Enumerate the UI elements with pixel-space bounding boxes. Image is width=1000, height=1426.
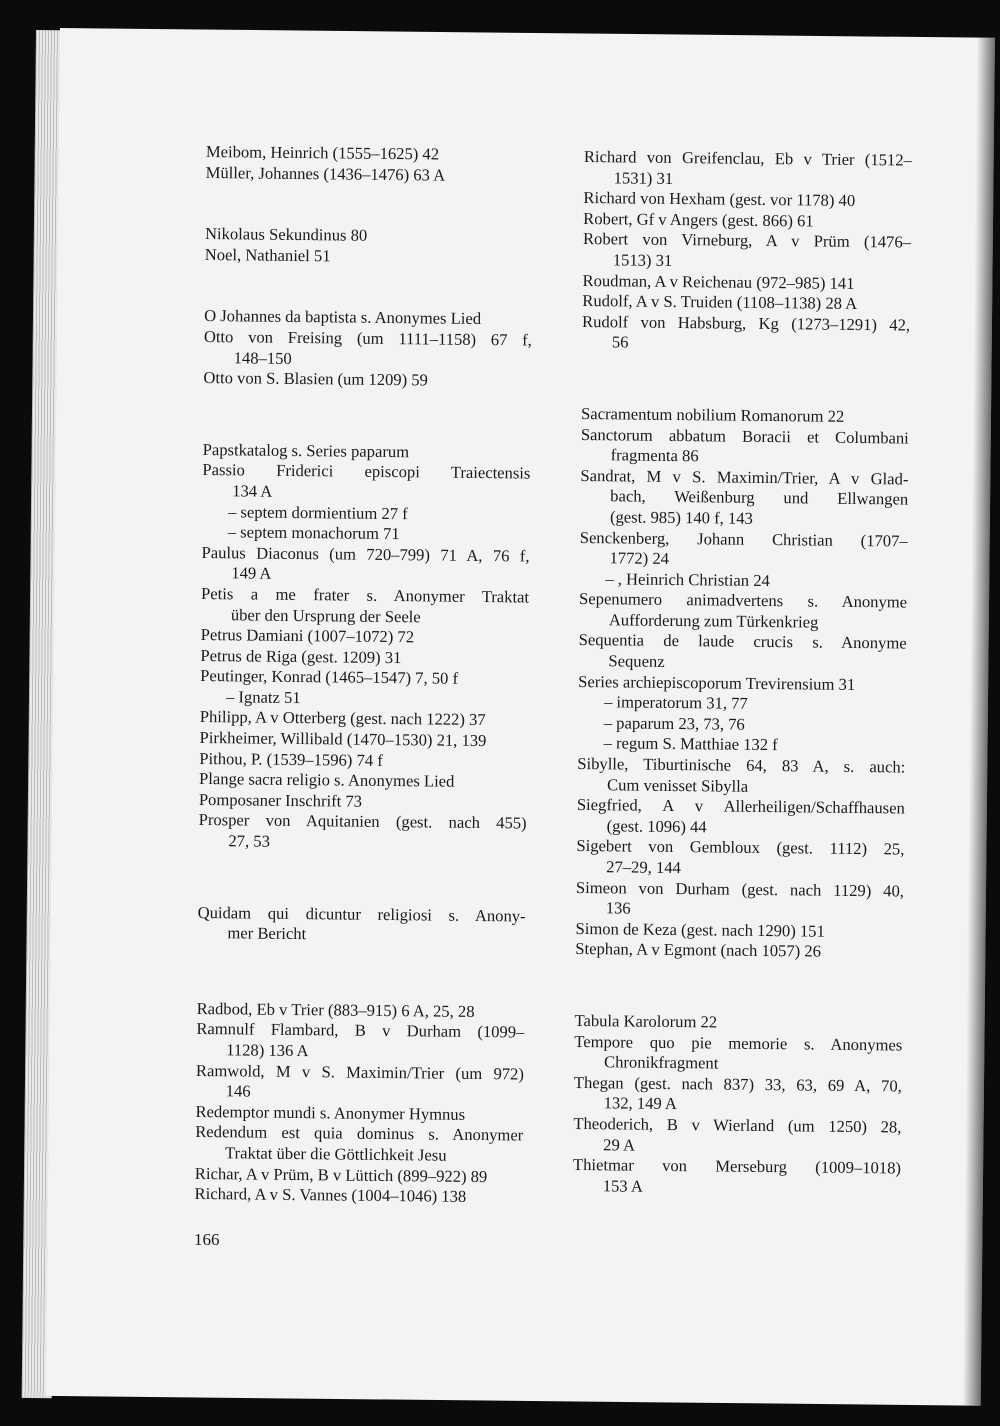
entry-line: Petrus Damiani (1007–1072) 72 [200, 625, 415, 647]
index-entry [196, 1061, 524, 1106]
index-entry [198, 810, 526, 855]
entry-continuation-line: 149 A [231, 563, 272, 584]
entry-line: Petis a me frater s. Anonymer Traktat [201, 583, 530, 607]
entry-continuation-line: 1531) 31 [613, 167, 674, 188]
index-entry [203, 368, 531, 392]
entry-line: Passio Friderici episcopi Traiectensis [202, 460, 531, 483]
entry-line: Papstkatalog s. Series paparum [202, 439, 410, 461]
entry-line: Sepenumero animadvertens s. Anonyme [579, 589, 908, 612]
entry-continuation-line: 148–150 [233, 347, 292, 368]
index-entry [580, 466, 909, 531]
entry-line: Simon de Keza (gest. nach 1290) 151 [575, 918, 825, 941]
entry-continuation-line: Sequenz [608, 651, 665, 671]
entry-line: – imperatorum 31, 77 [603, 692, 748, 714]
index-column-right [573, 147, 912, 1200]
entry-line: Otto von S. Blasien (um 1209) 59 [203, 368, 429, 390]
entry-line: Richard, A v S. Vannes (1004–1046) 138 [194, 1184, 467, 1207]
index-entry [577, 795, 905, 840]
index-letter-group [573, 1011, 903, 1200]
entry-line: Meibom, Heinrich (1555–1625) 42 [205, 142, 440, 164]
entry-continuation-line: Traktat über die Göttlichkeit Jesu [224, 1143, 447, 1165]
entry-line: Sandrat, M v S. Maximin/Trier, A v Glad- [580, 465, 909, 489]
entry-continuation-line: über den Ursprung der Seele [230, 604, 421, 626]
index-entry [204, 327, 532, 372]
entry-continuation-line: 132, 149 A [603, 1093, 678, 1114]
index-entry [576, 878, 904, 923]
entry-line: Richard von Greifenclau, Eb v Trier (1512– [583, 147, 912, 170]
entry-line: Rudolf, A v S. Truiden (1108–1138) 28 A [582, 291, 858, 314]
entry-line: – septem dormientium 27 f [227, 501, 408, 523]
index-letter-group [582, 147, 912, 356]
index-letter-group [195, 999, 525, 1208]
entry-line: Sanctorum abbatum Boracii et Columbani [580, 424, 909, 448]
entry-line: Robert von Virneburg, A v Prüm (1476– [582, 229, 912, 252]
entry-continuation-line: 1128) 136 A [226, 1040, 309, 1061]
entry-continuation-line: 1513) 31 [612, 250, 673, 270]
entry-line: Sacramentum nobilium Romanorum 22 [581, 403, 845, 426]
entry-line: Ramwold, M v S. Maximin/Trier (um 972) [195, 1060, 525, 1084]
index-entry [574, 1032, 902, 1077]
entry-continuation-line: 29 A [603, 1134, 636, 1155]
index-entry [581, 404, 909, 428]
entry-continuation-line: 1772) 24 [609, 548, 670, 569]
entry-line: Simeon von Durham (gest. nach 1129) 40, [575, 877, 905, 901]
entry-line: Paulus Diaconus (um 720–799) 71 A, 76 f, [201, 542, 530, 566]
entry-line: Ramnulf Flambard, B v Durham (1099– [196, 1019, 525, 1042]
index-entry [583, 229, 911, 274]
entry-line: Roudman, A v Reichenau (972–985) 141 [582, 270, 855, 293]
entry-continuation-line: (gest. 985) 140 f, 143 [609, 507, 753, 528]
entry-continuation-line: mer Bericht [227, 923, 307, 944]
index-entry [582, 312, 910, 357]
index-entry [206, 142, 534, 166]
index-entry [196, 1019, 524, 1064]
entry-continuation-line: fragmenta 86 [610, 445, 699, 466]
index-entry [577, 754, 905, 799]
entry-line: Tabula Karolorum 22 [574, 1010, 718, 1032]
entry-continuation-line: Aufforderung zum Türkenkrieg [608, 610, 819, 632]
entry-line: Noel, Nathaniel 51 [204, 244, 331, 266]
index-entry [201, 543, 529, 588]
index-entry [195, 1184, 523, 1208]
entry-continuation-line: 56 [611, 332, 629, 352]
entry-line: Radbod, Eb v Trier (883–915) 6 A, 25, 28 [196, 998, 475, 1021]
entry-line: Thietmar von Merseburg (1009–1018) [572, 1155, 902, 1178]
index-entry [576, 836, 904, 881]
entry-line: Stephan, A v Egmont (nach 1057) 26 [575, 939, 822, 961]
index-entry [195, 1122, 523, 1167]
entry-line: Otto von Freising (um 1111–1158) 67 f, [203, 326, 532, 350]
entry-line: Series archiepiscoporum Trevirensium 31 [578, 671, 856, 694]
index-entry [573, 1155, 901, 1200]
page-number: 166 [194, 1230, 220, 1249]
entry-line: O Johannes da baptista s. Anonymes Lied [204, 306, 482, 329]
entry-line: Sigebert von Gembloux (gest. 1112) 25, [576, 836, 905, 859]
index-entry [579, 527, 907, 572]
entry-line: – , Heinrich Christian 24 [605, 568, 770, 590]
entry-line: Redemptor mundi s. Anonymer Hymnus [195, 1101, 466, 1124]
entry-line: Thegan (gest. nach 837) 33, 63, 69 A, 70, [573, 1072, 902, 1096]
entry-line: Philipp, A v Otterberg (gest. nach 1222) 37 [199, 707, 486, 730]
index-entry [205, 245, 533, 269]
entry-continuation-line: 27, 53 [228, 831, 271, 851]
index-entry [201, 584, 529, 629]
entry-line: Richar, A v Prüm, B v Lüttich (899–922) 89 [194, 1163, 488, 1186]
entry-line: Siegfried, A v Allerheiligen/Schaffhausen [576, 795, 905, 818]
entry-line: Pirkheimer, Willibald (1470–1530) 21, 139 [199, 728, 487, 751]
index-letter-group [198, 440, 530, 855]
index-entry [573, 1114, 901, 1159]
entry-line: – Ignatz 51 [225, 687, 301, 707]
entry-line: Müller, Johannes (1436–1476) 63 A [205, 162, 446, 185]
entry-line: Rudolf von Habsburg, Kg (1273–1291) 42, [582, 311, 911, 335]
index-entry [574, 1073, 902, 1118]
index-entry [575, 939, 903, 963]
entry-line: – septem monachorum 71 [227, 522, 400, 544]
entry-line: Robert, Gf v Angers (gest. 866) 61 [583, 208, 814, 231]
index-column-left [195, 142, 534, 1208]
index-entry [574, 1011, 902, 1035]
entry-line: Tempore quo pie memorie s. Anonymes [574, 1031, 903, 1055]
entry-line: Pithou, P. (1539–1596) 74 f [199, 748, 383, 770]
entry-line: Pomposaner Inschrift 73 [198, 789, 363, 811]
index-entry [197, 903, 525, 948]
entry-line: Nikolaus Sekundinus 80 [204, 224, 368, 245]
entry-line: Richard von Hexham (gest. vor 1178) 40 [583, 188, 856, 211]
entry-line: – regum S. Matthiae 132 f [603, 733, 778, 755]
entry-continuation-line: 27–29, 144 [606, 857, 681, 878]
entry-line: Sibylle, Tiburtinische 64, 83 A, s. auch: [577, 753, 906, 777]
index-letter-group [206, 142, 534, 187]
entry-line: Redendum est quia dominus s. Anonymer [195, 1122, 524, 1145]
entry-line: Quidam qui dicuntur religiosi s. Anony- [197, 902, 526, 926]
entry-continuation-line: (gest. 1096) 44 [606, 816, 707, 837]
entry-line: Sequentia de laude crucis s. Anonyme [578, 630, 907, 653]
entry-line: Senckenberg, Johann Christian (1707– [579, 527, 908, 551]
index-entry [584, 147, 912, 192]
entry-line: Prosper von Aquitanien (gest. nach 455) [198, 810, 527, 833]
entry-line: Theoderich, B v Wierland (um 1250) 28, [573, 1113, 902, 1137]
entry-line: Petrus de Riga (gest. 1209) 31 [200, 645, 402, 667]
entry-line: Plange sacra religio s. Anonymes Lied [199, 769, 455, 791]
index-entry [579, 589, 907, 634]
entry-line: – paparum 23, 73, 76 [603, 713, 745, 734]
entry-continuation-line: 134 A [232, 481, 273, 501]
index-entry [578, 630, 906, 675]
index-entry [206, 163, 534, 187]
entry-continuation-line: Cum venisset Sibylla [607, 774, 749, 796]
entry-continuation-line: Chronikfragment [603, 1052, 719, 1073]
entry-continuation-line: 153 A [602, 1175, 643, 1196]
index-entry [202, 460, 530, 505]
entry-continuation-line: bach, Weißenburg und Ellwangen [610, 486, 909, 509]
entry-line: Peutinger, Konrad (1465–1547) 7, 50 f [200, 666, 459, 689]
index-letter-group [203, 306, 532, 392]
index-letter-group [205, 224, 533, 269]
index-letter-group [197, 903, 525, 948]
index-letter-group [575, 404, 909, 964]
entry-continuation-line: 146 [225, 1081, 251, 1101]
entry-continuation-line: 136 [605, 898, 631, 918]
index-entry [581, 425, 909, 470]
